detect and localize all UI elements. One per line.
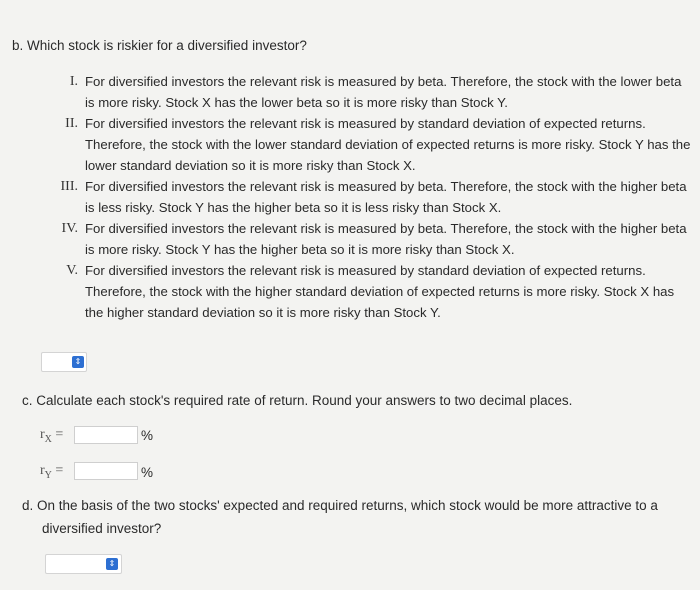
option-numeral: III. <box>60 179 78 194</box>
option-numeral: IV. <box>61 221 78 236</box>
answer-b-select[interactable] <box>41 352 87 372</box>
rx-label <box>40 427 63 445</box>
option-text: For diversified investors the relevant risk is measured by beta. Therefore, the stock with the higher beta is more risky. Stock Y has the higher beta so it is more risky than Stock X. <box>85 221 687 257</box>
option-iv <box>48 218 698 260</box>
option-v <box>48 260 698 323</box>
ry-input[interactable] <box>74 462 138 480</box>
rx-subscript: X <box>44 433 52 445</box>
answer-options-list <box>48 71 698 323</box>
up-down-chevron-icon: ⇕ <box>72 356 84 368</box>
rx-symbol: r <box>40 427 45 442</box>
question-b-label: b. Which stock is riskier for a diversified investor? <box>12 38 307 53</box>
option-iii <box>48 176 698 218</box>
ry-label <box>40 463 63 481</box>
option-numeral: V. <box>66 263 78 278</box>
option-numeral: I. <box>69 74 78 89</box>
ry-symbol: r <box>40 463 45 478</box>
option-i <box>48 71 698 113</box>
answer-d-select[interactable] <box>45 554 122 574</box>
rx-equals: = <box>55 427 64 442</box>
rx-input[interactable] <box>74 426 138 444</box>
question-c-label: c. Calculate each stock's required rate of return. Round your answers to two decimal places. <box>22 393 573 408</box>
ry-equals: = <box>55 463 64 478</box>
option-text: For diversified investors the relevant risk is measured by standard deviation of expected returns. Therefore, the stock with the lower standard deviation of expected returns is more risky. Stock Y has the lower standard deviation so it is more risky than Stock X. <box>85 116 691 173</box>
rx-percent-unit: % <box>141 428 154 443</box>
option-numeral: II. <box>65 116 78 131</box>
option-text: For diversified investors the relevant risk is measured by beta. Therefore, the stock with the lower beta is more risky. Stock X has the lower beta so it is more risky than Stock Y. <box>85 74 682 110</box>
option-text: For diversified investors the relevant risk is measured by standard deviation of expected returns. Therefore, the stock with the higher standard deviation of expected returns is more risky. Stock X has the higher standard deviation so it is more risky than Stock Y. <box>85 263 675 320</box>
option-ii <box>48 113 698 176</box>
up-down-chevron-icon: ⇕ <box>106 558 118 570</box>
option-text: For diversified investors the relevant risk is measured by beta. Therefore, the stock with the higher beta is less risky. Stock Y has the higher beta so it is less risky than Stock X. <box>85 179 687 215</box>
ry-percent-unit: % <box>141 465 154 480</box>
question-d-label-continued: diversified investor? <box>42 521 162 536</box>
ry-subscript: Y <box>44 469 52 481</box>
question-d-label: d. On the basis of the two stocks' expected and required returns, which stock would be more attractive to a <box>22 498 658 513</box>
